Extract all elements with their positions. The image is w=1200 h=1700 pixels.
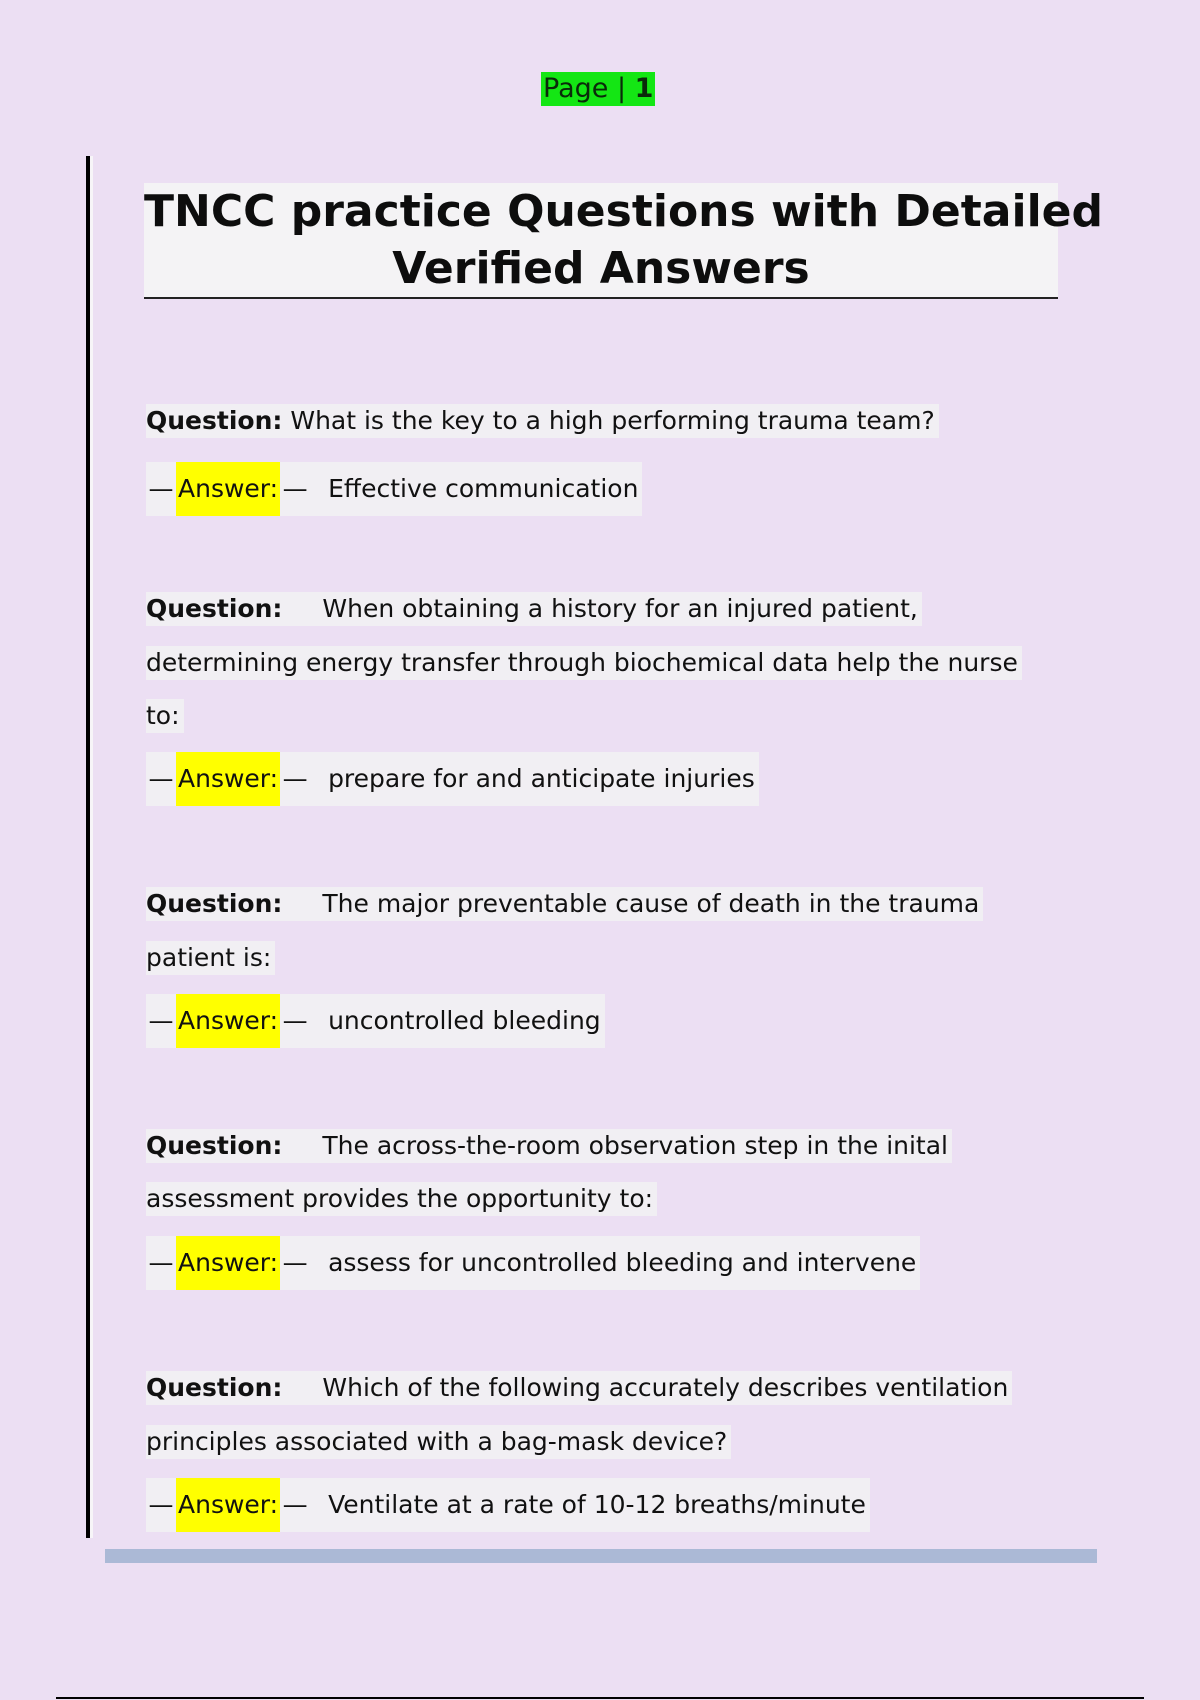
question-text: The across-the-room observation step in the inital — [322, 1131, 949, 1160]
dash: — — [148, 1006, 174, 1035]
question-text: Which of the following accurately describes ventilation — [322, 1373, 1009, 1402]
question-line — [146, 404, 939, 438]
page-number: 1 — [634, 73, 654, 104]
question-line — [146, 1371, 1012, 1405]
answer-label: Answer: — [176, 752, 280, 806]
question-text: assessment provides the opportunity to: — [146, 1184, 654, 1213]
dash: — — [282, 1006, 308, 1035]
page-label: Page | — [543, 73, 635, 104]
answer-row — [146, 1236, 920, 1290]
title-line-2: Verified Answers — [392, 243, 810, 294]
answer-text: Effective communication — [328, 474, 639, 503]
question-label: Question: — [146, 406, 283, 435]
answer-row — [146, 752, 759, 806]
document-title — [144, 183, 1103, 299]
question-line — [146, 941, 275, 975]
footer-rule — [56, 1697, 1144, 1699]
question-text: determining energy transfer through biochemical data help the nurse — [146, 648, 1018, 677]
page-header — [541, 72, 655, 106]
dash: — — [148, 474, 174, 503]
question-text: What is the key to a high performing trauma team? — [290, 406, 935, 435]
question-label: Question: — [146, 1373, 283, 1402]
dash: — — [148, 764, 174, 793]
question-line — [146, 1129, 952, 1163]
dash: — — [282, 1248, 308, 1277]
left-border-bar — [86, 156, 90, 1538]
question-label: Question: — [146, 1131, 283, 1160]
question-text: patient is: — [146, 943, 272, 972]
question-text: The major preventable cause of death in the trauma — [322, 889, 980, 918]
bottom-divider-bar — [105, 1549, 1097, 1563]
dash: — — [148, 1490, 174, 1519]
question-label: Question: — [146, 594, 283, 623]
question-text: to: — [146, 701, 180, 730]
dash: — — [282, 1490, 308, 1519]
question-line — [146, 1182, 657, 1216]
question-line — [146, 699, 184, 733]
answer-row — [146, 1478, 870, 1532]
dash: — — [148, 1248, 174, 1277]
answer-row — [146, 994, 605, 1048]
question-line — [146, 1425, 731, 1459]
answer-text: Ventilate at a rate of 10-12 breaths/minute — [328, 1490, 866, 1519]
question-line — [146, 646, 1022, 680]
title-line-1: TNCC practice Questions with Detailed — [144, 186, 1103, 237]
answer-text: prepare for and anticipate injuries — [328, 764, 755, 793]
answer-label: Answer: — [176, 994, 280, 1048]
question-label: Question: — [146, 889, 283, 918]
dash: — — [282, 474, 308, 503]
question-text: principles associated with a bag-mask device? — [146, 1427, 728, 1456]
dash: — — [282, 764, 308, 793]
answer-row — [146, 462, 642, 516]
answer-label: Answer: — [176, 1236, 280, 1290]
question-line — [146, 592, 922, 626]
question-text: When obtaining a history for an injured patient, — [322, 594, 918, 623]
answer-label: Answer: — [176, 462, 280, 516]
answer-text: assess for uncontrolled bleeding and intervene — [328, 1248, 917, 1277]
question-line — [146, 887, 983, 921]
answer-label: Answer: — [176, 1478, 280, 1532]
answer-text: uncontrolled bleeding — [328, 1006, 601, 1035]
